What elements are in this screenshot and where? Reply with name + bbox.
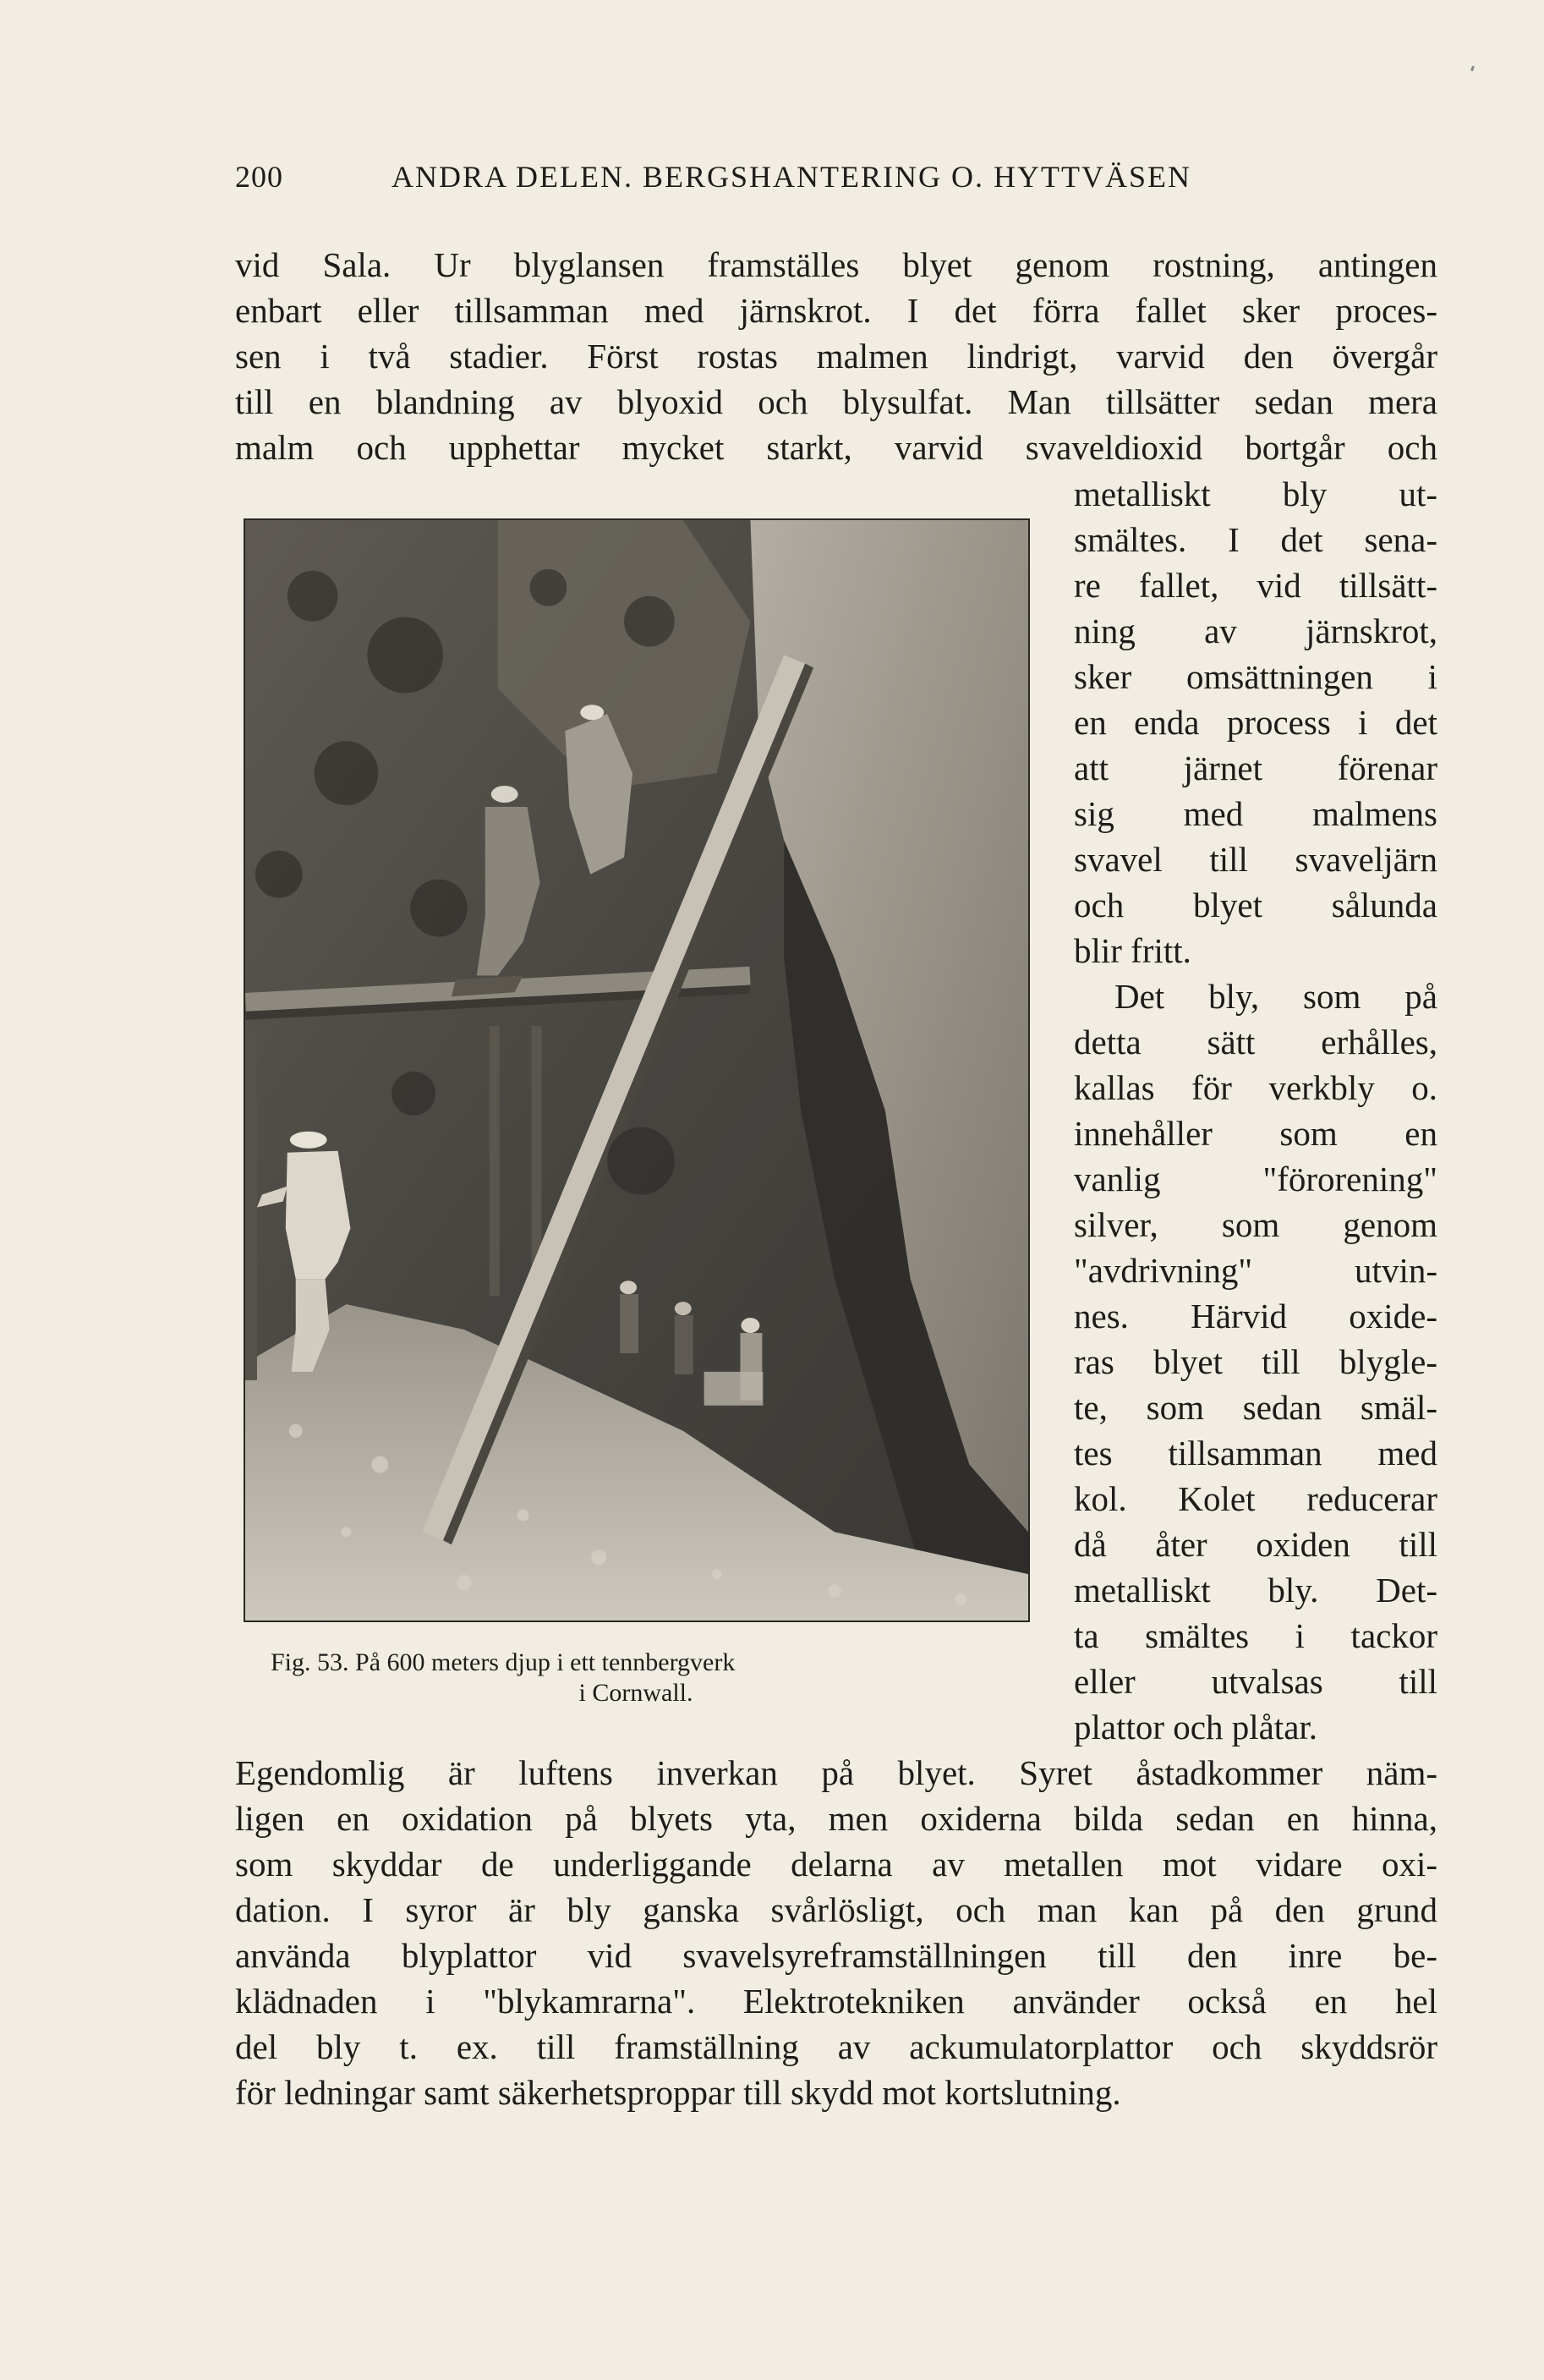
- column-line: silver, som genom: [1074, 1205, 1437, 1244]
- figure-caption: [238, 1648, 1033, 1708]
- page-header: [235, 159, 1284, 201]
- column-line: kallas för verkbly o.: [1074, 1068, 1437, 1107]
- column-line: tes tillsamman med: [1074, 1434, 1437, 1472]
- column-line: ta smältes i tackor: [1074, 1616, 1437, 1655]
- column-line: en enda process i det: [1074, 703, 1437, 742]
- column-line: då åter oxiden till: [1074, 1525, 1437, 1564]
- text-line: dation. I syror är bly ganska svårlösligt, och man kan på den grund: [235, 1890, 1437, 1929]
- column-line: kol. Kolet reducerar: [1074, 1479, 1437, 1518]
- text-line: använda blyplattor vid svavelsyreframställningen till den inre be-: [235, 1936, 1437, 1975]
- page-number: 200: [235, 160, 283, 194]
- column-line: svavel till svaveljärn: [1074, 840, 1437, 879]
- caption-line: Fig. 53. På 600 meters djup i ett tennbergverk: [271, 1648, 736, 1676]
- text-line: enbart eller tillsamman med järnskrot. I det förra fallet sker proces-: [235, 291, 1437, 330]
- caption-line: i Cornwall.: [578, 1679, 693, 1707]
- column-line: vanlig "förorening": [1074, 1160, 1437, 1198]
- ladder-post: [490, 1026, 500, 1296]
- column-line: "avdrivning" utvin-: [1074, 1251, 1437, 1290]
- column-line: Det bly, som på: [1114, 977, 1437, 1016]
- column-line: detta sätt erhålles,: [1074, 1023, 1437, 1061]
- text-line: till en blandning av blyoxid och blysulfat. Man tillsätter sedan mera: [235, 382, 1437, 421]
- column-line: smältes. I det sena-: [1074, 520, 1437, 559]
- text-line: vid Sala. Ur blyglansen framställes blyet genom rostning, antingen: [235, 245, 1437, 284]
- column-line: blir fritt.: [1074, 931, 1191, 970]
- column-line: innehåller som en: [1074, 1114, 1437, 1153]
- text-line: malm och upphettar mycket starkt, varvid svaveldioxid bortgår och: [235, 428, 1437, 467]
- mine-photograph-image: [245, 520, 1028, 1620]
- text-line: som skyddar de underliggande delarna av metallen mot vidare oxi-: [235, 1845, 1437, 1884]
- column-line: sker omsättningen i: [1074, 657, 1437, 696]
- column-line: re fallet, vid tillsätt-: [1074, 566, 1437, 605]
- column-line: och blyet sålunda: [1074, 886, 1437, 924]
- text-line: klädnaden i "blykamrarna". Elektrotekniken använder också en hel: [235, 1982, 1437, 2021]
- mine-photograph: [244, 518, 1030, 1622]
- paper-speck: [1470, 66, 1475, 72]
- column-line: ras blyet till blygle-: [1074, 1342, 1437, 1381]
- column-line: att järnet förenar: [1074, 749, 1437, 787]
- text-line: för ledningar samt säkerhetsproppar till skydd mot kortslutning.: [235, 2073, 1121, 2112]
- column-line: sig med malmens: [1074, 794, 1437, 833]
- text-line: del bly t. ex. till framställning av ackumulatorplattor och skyddsrör: [235, 2027, 1437, 2066]
- column-line: ning av järnskrot,: [1074, 611, 1437, 650]
- text-line: ligen en oxidation på blyets yta, men oxiderna bilda sedan en hinna,: [235, 1799, 1437, 1838]
- column-line: plattor och plåtar.: [1074, 1708, 1318, 1747]
- support-post: [245, 1026, 257, 1380]
- text-line: Egendomlig är luftens inverkan på blyet. Syret åstadkommer näm-: [235, 1753, 1437, 1792]
- column-line: nes. Härvid oxide-: [1074, 1297, 1437, 1335]
- column-line: metalliskt bly ut-: [1074, 474, 1437, 513]
- ladder-post: [532, 1026, 542, 1279]
- running-title: ANDRA DELEN. BERGSHANTERING O. HYTTVÄSEN: [391, 160, 1191, 194]
- column-line: te, som sedan smäl-: [1074, 1388, 1437, 1427]
- column-line: eller utvalsas till: [1074, 1662, 1437, 1701]
- text-line: sen i två stadier. Först rostas malmen lindrigt, varvid den övergår: [235, 337, 1437, 376]
- column-line: metalliskt bly. Det-: [1074, 1571, 1437, 1610]
